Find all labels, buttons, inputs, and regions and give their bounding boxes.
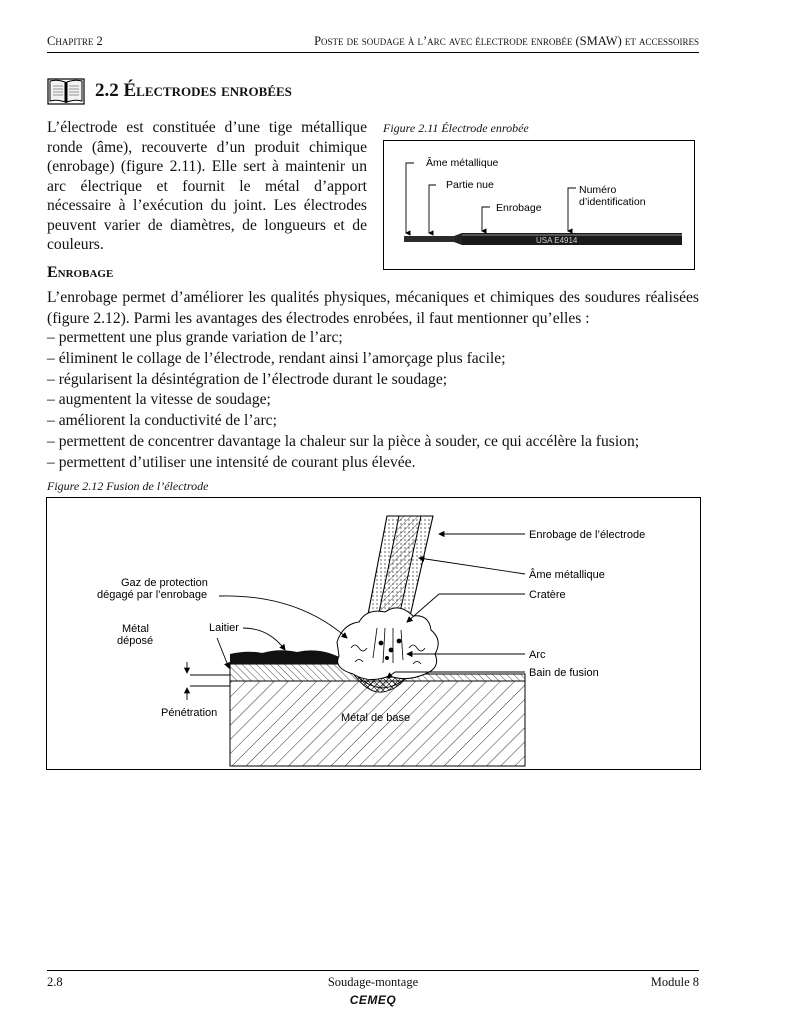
label-bare: Partie nue	[446, 179, 494, 191]
label-slag: Laitier	[209, 622, 239, 634]
figure-2-12	[46, 497, 701, 770]
leader-slag	[243, 628, 285, 650]
label-id-2: d’identification	[579, 196, 646, 208]
leader-coating	[482, 207, 490, 231]
figure-2-11-caption: Figure 2.11 Électrode enrobée	[383, 121, 529, 135]
slag	[230, 650, 347, 664]
label-crater: Cratère	[529, 589, 566, 601]
electrode-bare-part	[404, 236, 454, 242]
page-header	[47, 34, 699, 53]
label-base: Métal de base	[341, 712, 411, 724]
list-item: – augmentent la vitesse de soudage;	[47, 390, 699, 411]
leader-id	[568, 188, 576, 231]
leader-bare	[429, 185, 436, 233]
label-deposit-2: déposé	[117, 635, 154, 647]
label-deposit-1: Métal	[122, 623, 149, 635]
list-item: – améliorent la conductivité de l’arc;	[47, 411, 699, 432]
list-item: – permettent de concentrer davantage la chaleur sur la pièce à souder, ce qui accélère la fusion;	[47, 432, 699, 453]
shielding-gas	[337, 608, 438, 680]
header-title: Poste de soudage à l’arc avec électrode enrobée (SMAW) et accessoires	[314, 34, 699, 48]
electrode-stamp: USA E4914	[536, 236, 578, 245]
list-item: – permettent d’utiliser une intensité de courant plus élevée.	[47, 453, 699, 474]
label-coating: Enrobage	[496, 202, 542, 214]
electrode-diagram	[384, 141, 694, 269]
footer-center: Soudage-montage	[327, 975, 419, 989]
leader-core	[419, 558, 525, 574]
publisher-logo: CEMEQ	[349, 993, 397, 1007]
label-penetration: Pénétration	[161, 707, 218, 719]
label-core: Âme métallique	[529, 569, 605, 581]
list-item: – éliminent le collage de l’électrode, rendant ainsi l’amorçage plus facile;	[47, 349, 699, 370]
fusion-diagram	[47, 498, 700, 769]
section-title: 2.2 Électrodes enrobées	[95, 80, 292, 101]
leader-core	[406, 163, 414, 233]
page-number: 2.8	[47, 975, 63, 989]
label-arc: Arc	[529, 649, 546, 661]
subsection-intro: L’enrobage permet d’améliorer les qualités physiques, mécaniques et chimiques des soudures réalisées (figure 2.12). Parmi les avantages des électrodes enrobées, il faut mentionner qu’elles :	[47, 289, 699, 327]
advantages-list	[47, 328, 699, 474]
label-core: Âme métallique	[426, 157, 499, 169]
label-gas-1: Gaz de protection	[121, 577, 208, 589]
footer-module: Module 8	[650, 975, 699, 989]
chapter-label: Chapitre 2	[47, 34, 103, 48]
list-item: – permettent une plus grande variation de l’arc;	[47, 328, 699, 349]
electrode-transition	[454, 233, 462, 245]
leader-deposit	[217, 638, 229, 668]
intro-paragraph: L’électrode est constituée d’une tige métallique ronde (âme), recouverte d’un produit chimique (enrobage) (figure 2.11). Elle sert à maintenir un arc électrique et fournit le métal d’apport nécessaire à l’exécution du joint. Les électrodes peuvent varier de diamètres, de longueurs et de couleurs.	[47, 119, 367, 253]
figure-2-11	[383, 140, 695, 270]
label-pool: Bain de fusion	[529, 667, 599, 679]
section-heading	[47, 74, 292, 108]
figure-2-12-caption: Figure 2.12 Fusion de l’électrode	[47, 479, 209, 493]
page-footer	[47, 970, 699, 1007]
subsection-title: Enrobage	[47, 264, 114, 281]
label-coating: Enrobage de l’électrode	[529, 529, 646, 541]
open-book-icon	[47, 76, 85, 106]
label-id-1: Numéro	[579, 184, 617, 196]
label-gas-2: dégagé par l’enrobage	[97, 589, 208, 601]
list-item: – régularisent la désintégration de l’électrode durant le soudage;	[47, 370, 699, 391]
